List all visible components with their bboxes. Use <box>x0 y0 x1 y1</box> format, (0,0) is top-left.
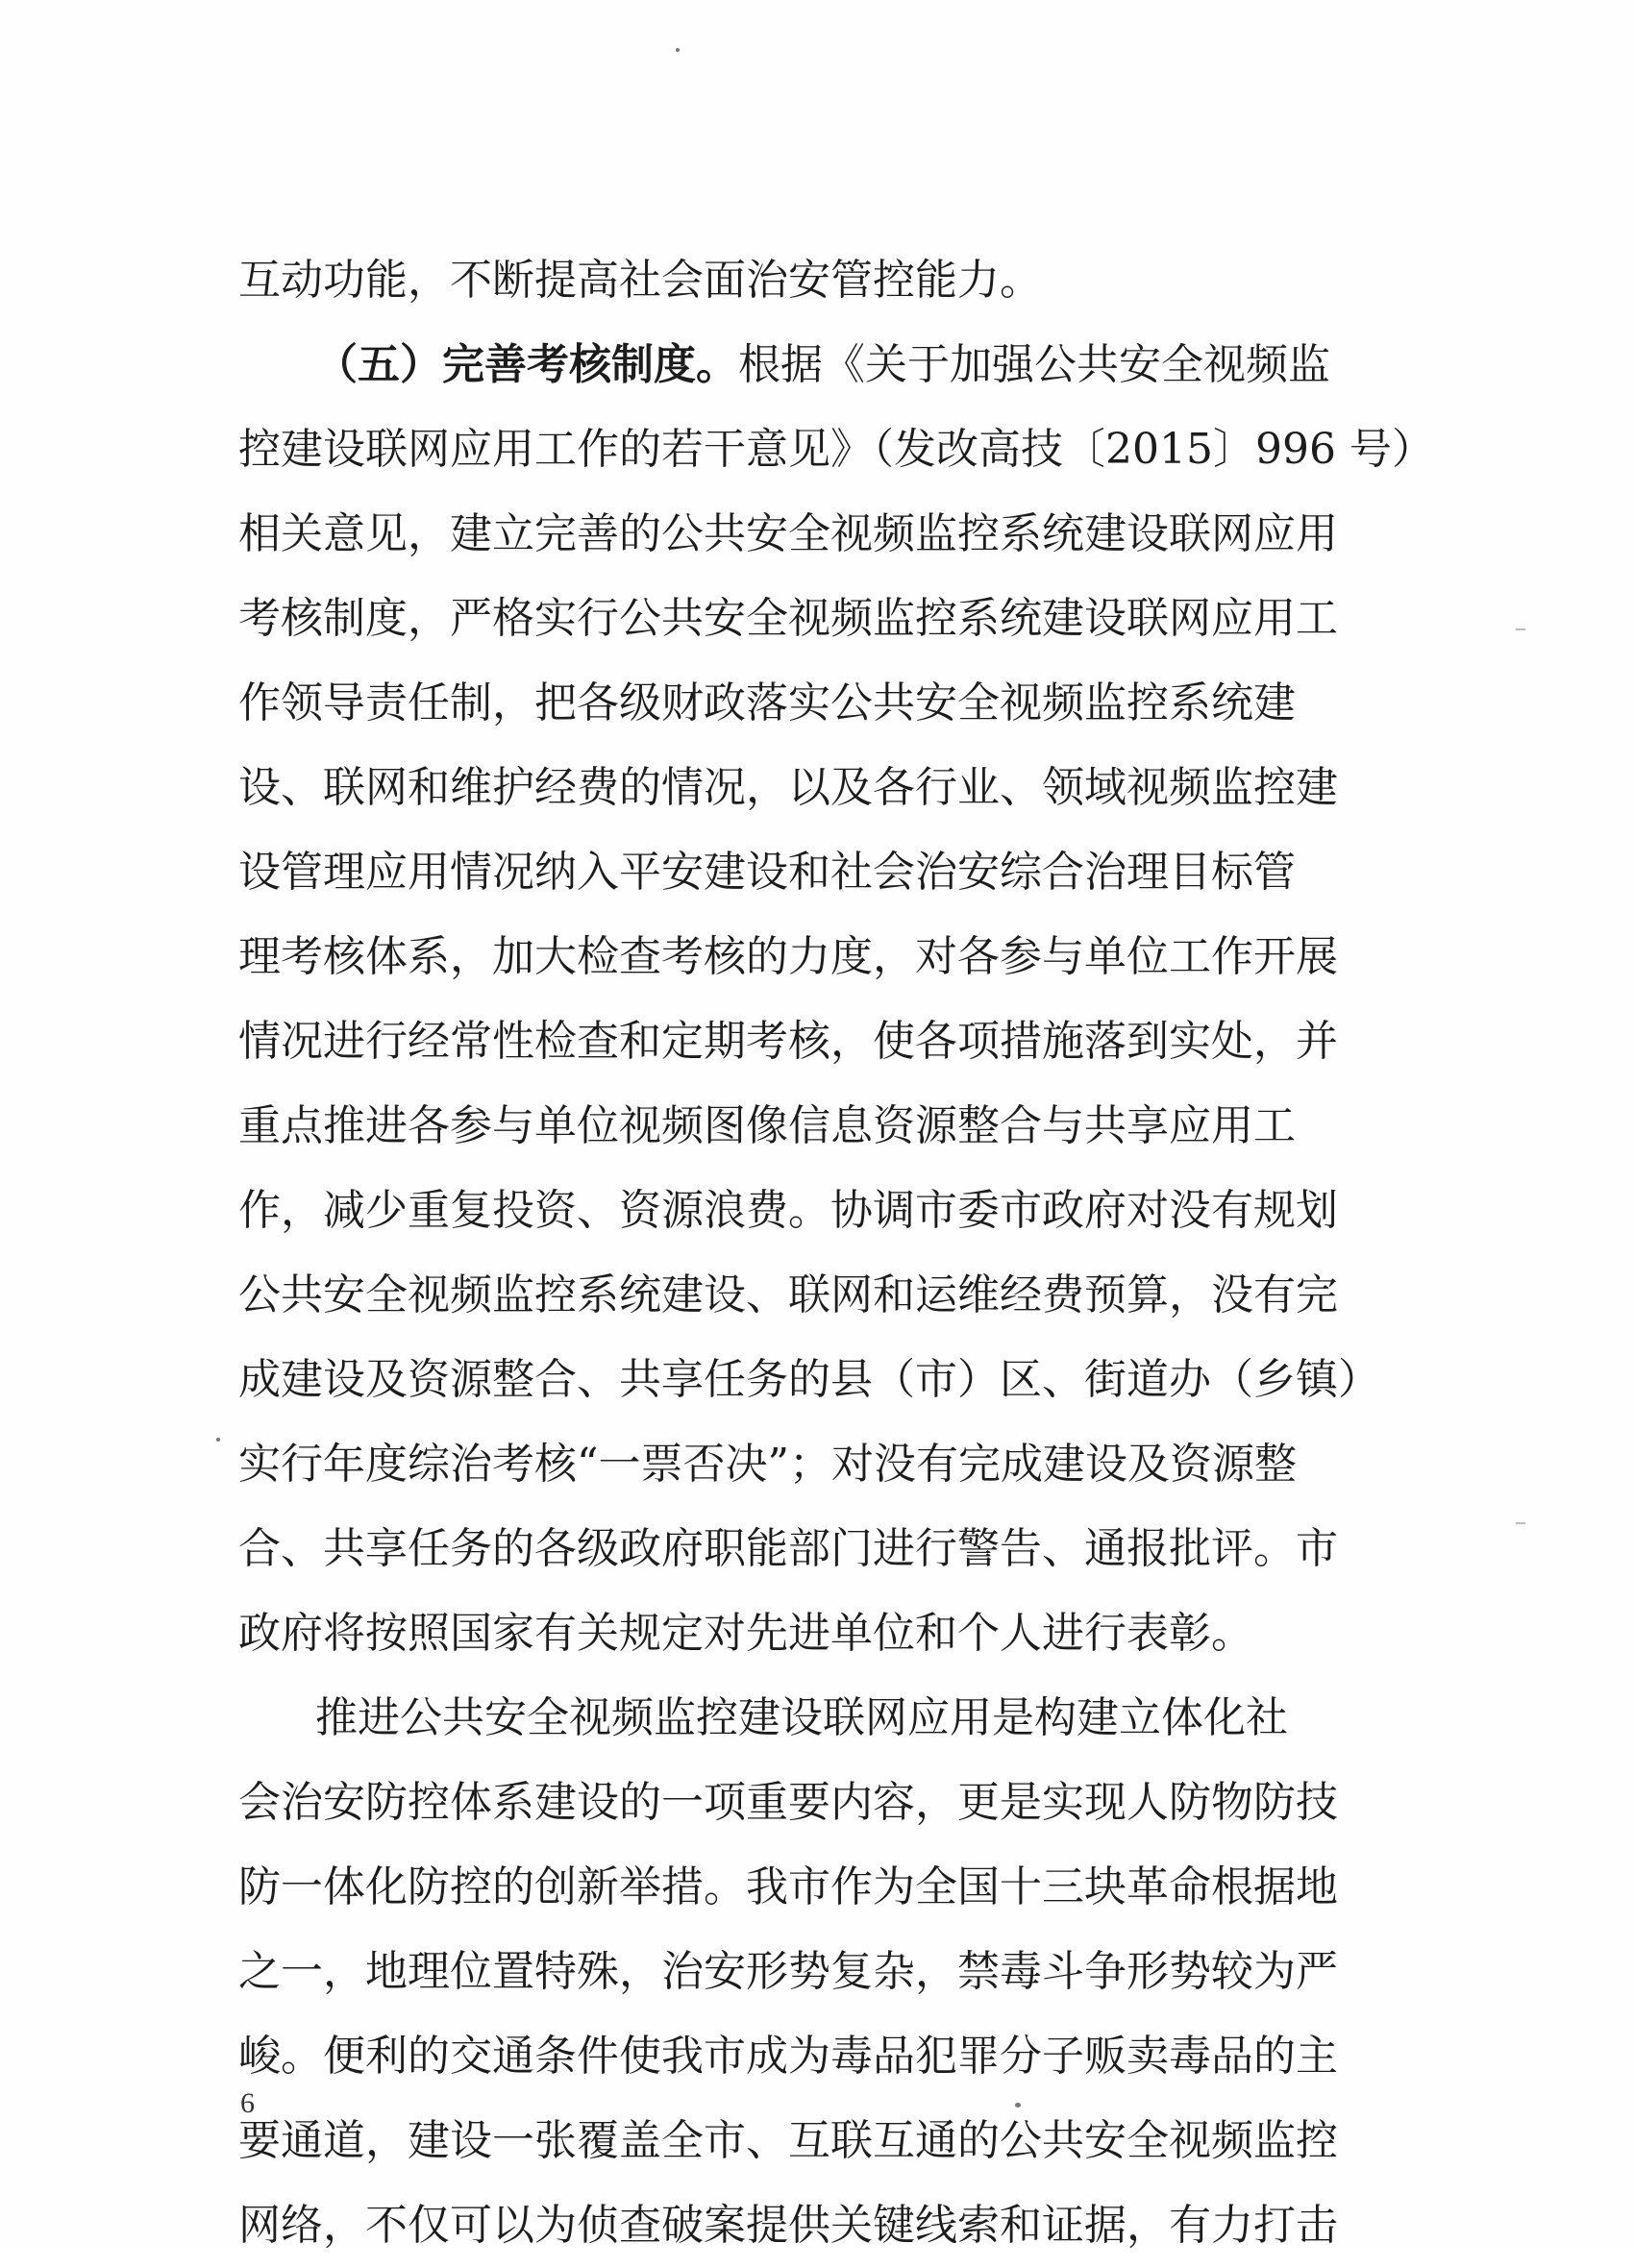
text-line: 防一体化防控的创新举措。我市作为全国十三块革命根据地 <box>238 1862 1338 1911</box>
text-line: 政府将按照国家有关规定对先进单位和个人进行表彰。 <box>238 1609 1253 1658</box>
scan-speck <box>216 1438 220 1442</box>
text-line: 重点推进各参与单位视频图像信息资源整合与共享应用工 <box>238 1101 1296 1150</box>
text-line: 理考核体系，加大检查考核的力度，对各参与单位工作开展 <box>238 932 1338 981</box>
text-line: 会治安防控体系建设的一项重要内容，更是实现人防物防技 <box>238 1778 1338 1827</box>
text-line: 公共安全视频监控系统建设、联网和运维经费预算，没有完 <box>238 1270 1338 1319</box>
text-line: 互动功能，不断提高社会面治安管控能力。 <box>238 256 1042 305</box>
text-line: 作，减少重复投资、资源浪费。协调市委市政府对没有规划 <box>238 1186 1338 1235</box>
page-number: 6 <box>240 2087 255 2119</box>
text-line: 考核制度，严格实行公共安全视频监控系统建设联网应用工 <box>238 594 1338 643</box>
text-line: 相关意见，建立完善的公共安全视频监控系统建设联网应用 <box>238 509 1338 558</box>
text-line: 推进公共安全视频监控建设联网应用是构建立体化社 <box>315 1693 1288 1742</box>
text-line: 要通道，建设一张覆盖全市、互联互通的公共安全视频监控 <box>238 2116 1338 2165</box>
text-line: 网络，不仅可以为侦查破案提供关键线索和证据，有力打击 <box>238 2201 1338 2250</box>
scan-edge-mark <box>1516 1522 1525 1524</box>
text-line: 实行年度综治考核“一票否决”；对没有完成建设及资源整 <box>238 1440 1297 1489</box>
text-line: 控建设联网应用工作的若干意见》（发改高技〔2015〕996 号） <box>238 425 1434 474</box>
scan-speck <box>676 48 680 52</box>
scan-edge-mark <box>1516 629 1525 630</box>
text-line: 峻。便利的交通条件使我市成为毒品犯罪分子贩卖毒品的主 <box>238 2032 1338 2081</box>
text-line <box>238 323 1353 407</box>
text-line: 成建设及资源整合、共享任务的县（市）区、街道办（乡镇） <box>238 1355 1380 1404</box>
document-body <box>238 238 1434 2268</box>
text-line: 合、共享任务的各级政府职能部门进行警告、通报批评。市 <box>238 1524 1338 1573</box>
text-line: 情况进行经常性检查和定期考核，使各项措施落到实处，并 <box>238 1017 1338 1066</box>
section-heading: （五）完善考核制度。 <box>315 340 738 389</box>
text-line: 作领导责任制，把各级财政落实公共安全视频监控系统建 <box>238 678 1296 727</box>
text-line: 之一，地理位置特殊，治安形势复杂，禁毒斗争形势较为严 <box>238 1947 1338 1996</box>
text-line: 设、联网和维护经费的情况，以及各行业、领域视频监控建 <box>238 763 1338 812</box>
section-text: 根据《关于加强公共安全视频监 <box>738 340 1330 389</box>
text-line: 设管理应用情况纳入平安建设和社会治安综合治理目标管 <box>238 848 1296 897</box>
